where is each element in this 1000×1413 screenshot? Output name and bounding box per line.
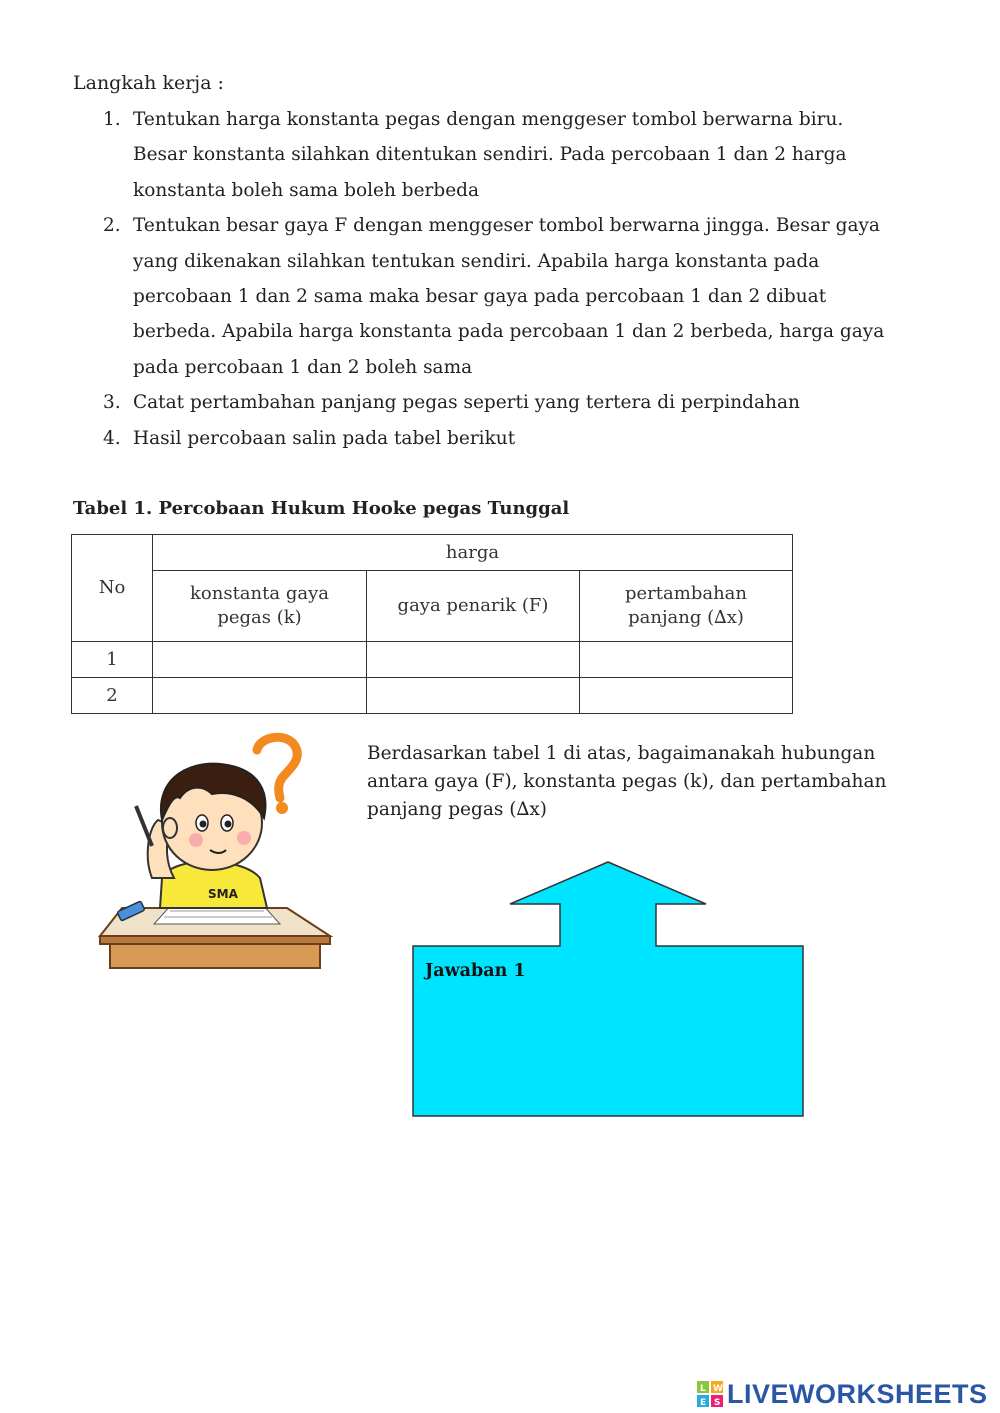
step-line: pada percobaan 1 dan 2 boleh sama [133, 356, 473, 378]
step-line: konstanta boleh sama boleh berbeda [133, 179, 480, 201]
step-line: Hasil percobaan salin pada tabel berikut [133, 427, 516, 449]
answer-label: Jawaban 1 [425, 961, 526, 981]
step-number: 2. [103, 215, 121, 237]
header-line: pegas (k) [217, 607, 302, 628]
svg-text:S: S [714, 1398, 721, 1407]
step-line: percobaan 1 dan 2 sama maka besar gaya pada percobaan 1 dan 2 dibuat [133, 286, 827, 308]
step-item [73, 102, 933, 208]
svg-text:W: W [713, 1384, 723, 1394]
cell-k[interactable] [153, 678, 367, 714]
header-konstanta [153, 571, 367, 642]
header-no: No [72, 535, 153, 642]
header-line: konstanta gaya [190, 583, 329, 604]
step-line: Catat pertambahan panjang pegas seperti yang tertera di perpindahan [133, 392, 800, 414]
svg-text:L: L [700, 1384, 706, 1394]
step-line: yang dikenakan silahkan tentukan sendiri. Apabila harga konstanta pada [133, 250, 820, 272]
table-title: Tabel 1. Percobaan Hukum Hooke pegas Tunggal [73, 498, 570, 519]
shirt-text: SMA [208, 887, 238, 901]
cell-k[interactable] [153, 642, 367, 678]
question-mark-dot [276, 802, 288, 814]
cell-dx[interactable] [580, 678, 793, 714]
liveworksheets-logo-icon [697, 1381, 723, 1407]
question-text [367, 740, 927, 824]
step-line: Tentukan besar gaya F dengan menggeser tombol berwarna jingga. Besar gaya [133, 215, 880, 237]
watermark-text: LIVEWORKSHEETS [727, 1378, 988, 1409]
cell-dx[interactable] [580, 642, 793, 678]
table-row [72, 678, 793, 714]
svg-text:E: E [700, 1398, 707, 1407]
thinking-student-illustration [92, 728, 342, 1003]
step-line: Tentukan harga konstanta pegas dengan menggeser tombol berwarna biru. [133, 109, 844, 130]
header-gaya: gaya penarik (F) [367, 571, 580, 642]
cell-f[interactable] [367, 642, 580, 678]
header-group: harga [153, 535, 793, 571]
header-line: panjang (∆x) [628, 607, 744, 628]
cell-f[interactable] [367, 678, 580, 714]
step-number: 4. [103, 427, 121, 449]
pencil [136, 806, 152, 846]
step-item [73, 421, 933, 456]
table-row [72, 642, 793, 678]
steps-list [73, 102, 933, 456]
question-line: Berdasarkan tabel 1 di atas, bagaimanakah hubungan [367, 743, 876, 764]
desk-front [110, 944, 320, 968]
question-line: panjang pegas (∆x) [367, 799, 548, 820]
section-heading: Langkah kerja : [73, 72, 224, 94]
cell-no: 2 [72, 678, 153, 714]
header-pertambahan [580, 571, 793, 642]
step-line: Besar konstanta silahkan ditentukan sendiri. Pada percobaan 1 dan 2 harga [133, 144, 847, 166]
header-line: pertambahan [625, 583, 747, 604]
step-item [73, 385, 933, 420]
results-table [71, 534, 793, 714]
cell-no: 1 [72, 642, 153, 678]
question-line: antara gaya (F), konstanta pegas (k), dan pertambahan [367, 771, 887, 792]
liveworksheets-watermark [697, 1376, 988, 1412]
step-number: 1. [103, 109, 121, 130]
answer-input[interactable] [425, 995, 790, 1105]
step-line: berbeda. Apabila harga konstanta pada percobaan 1 dan 2 berbeda, harga gaya [133, 321, 885, 343]
step-number: 3. [103, 392, 121, 414]
desk-edge [100, 936, 330, 944]
step-item [73, 208, 933, 385]
